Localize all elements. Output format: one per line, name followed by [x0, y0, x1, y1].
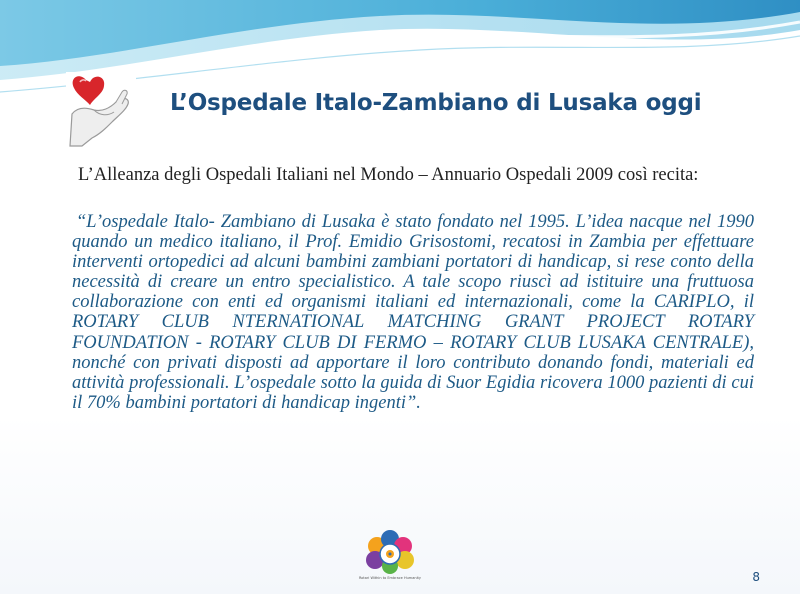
heart-in-hand-icon	[66, 72, 136, 147]
rotary-humanity-logo	[355, 528, 425, 590]
title-row	[60, 72, 760, 152]
quote-text: “L’ospedale Italo- Zambiano di Lusaka è stato fondato nel 1995. L’idea nacque nel 1990 quando un medico italiano, il Prof. Emidio Grisostomi, recatosi in Zambia per effettuare interventi ortopedici ad alcuni bambini zambiani portatori di handicap, si rese conto della necessità di creare un entro specialistico. A tale scopo riuscì ad istituire una fruttuosa collaborazione con enti ed organismi italiani ed internazionali, come la CARIPLO, il ROTARY CLUB NTERNATIONAL MATCHING GRANT PROJECT ROTARY FOUNDATION - ROTARY CLUB DI FERMO – ROTARY CLUB LUSAKA CENTRALE), nonché con privati disposti ad apportare il loro contributo donando fondi, materiali ed attività professionali. L’ospedale sotto la guida di Suor Egidia ricovera 1000 pazienti di cui il 70% bambini portatori di handicap ingenti”.	[72, 212, 754, 413]
logo-caption: Rotari Within to Embrace Humanity	[359, 576, 421, 580]
intro-text: L’Alleanza degli Ospedali Italiani nel Mondo – Annuario Ospedali 2009 così recita:	[78, 165, 699, 185]
slide-title: L’Ospedale Italo-Zambiano di Lusaka oggi	[170, 90, 702, 116]
page-number: 8	[752, 570, 760, 584]
